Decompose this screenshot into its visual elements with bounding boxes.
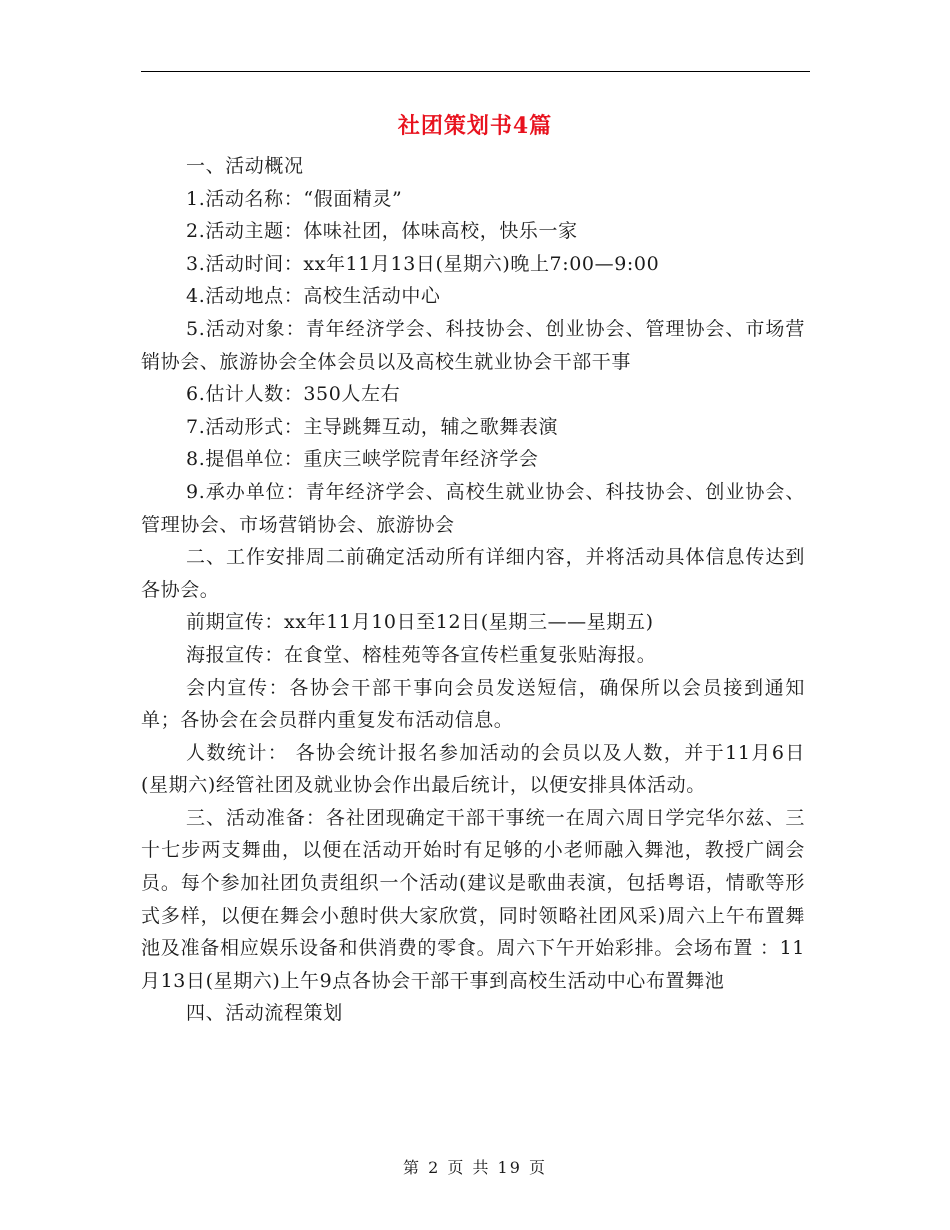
headcount-statistics: 人数统计： 各协会统计报名参加活动的会员以及人数，并于11月6日(星期六)经管社团及就业协会作出最后统计，以便安排具体活动。	[141, 741, 805, 797]
activity-theme: 2.活动主题：体味社团，体味高校，快乐一家	[186, 220, 578, 243]
header-rule	[141, 71, 810, 72]
page-number-footer: 第 2 页 共 19 页	[403, 1158, 547, 1177]
early-publicity: 前期宣传：xx年11月10日至12日(星期三——星期五)	[186, 611, 654, 634]
activity-time: 3.活动时间：xx年11月13日(星期六)晚上7:00—9:00	[186, 252, 660, 275]
activity-location: 4.活动地点：高校生活动中心	[186, 285, 441, 308]
activity-name: 1.活动名称：“假面精灵”	[186, 187, 403, 210]
internal-publicity: 会内宣传：各协会干部干事向会员发送短信，确保所以会员接到通知单；各协会在会员群内重复发布活动信息。	[141, 676, 805, 732]
section-heading-preparation: 三、活动准备：各社团现确定干部干事统一在周六周日学完华尔兹、三十七步两支舞曲，以便在活动开始时有足够的小老师融入舞池，教授广阔会员。每个参加社团负责组织一个活动(建议是歌曲表演，包括粤语，情歌等形式多样，以便在舞会小憩时供大家欣赏，同时领略社团风采)周六上午布置舞池及准备相应娱乐设备和供消费的零食。周六下午开始彩排。会场布置 ：11月13日(星期六)上午9点各协会干部干事到高校生活动中心布置舞池	[141, 806, 805, 992]
poster-publicity: 海报宣传：在食堂、榕桂苑等各宣传栏重复张贴海报。	[186, 643, 657, 666]
section-heading-overview: 一、活动概况	[186, 155, 304, 177]
document-body	[141, 150, 805, 1030]
organizer-units: 9.承办单位：青年经济学会、高校生就业协会、科技协会、创业协会、管理协会、市场营销协会、旅游协会	[141, 480, 805, 536]
section-heading-work-arrangement: 二、工作安排周二前确定活动所有详细内容，并将活动具体信息传达到各协会。	[141, 546, 805, 601]
document-title: 社团策划书4篇	[397, 113, 553, 139]
estimated-attendance: 6.估计人数：350人左右	[186, 383, 401, 406]
activity-format: 7.活动形式：主导跳舞互动，辅之歌舞表演	[186, 415, 559, 438]
section-heading-process-planning: 四、活动流程策划	[186, 1002, 343, 1025]
activity-audience: 5.活动对象：青年经济学会、科技协会、创业协会、管理协会、市场营销协会、旅游协会全体会员以及高校生就业协会干部干事	[141, 317, 805, 373]
sponsor-unit: 8.提倡单位：重庆三峡学院青年经济学会	[186, 448, 539, 471]
